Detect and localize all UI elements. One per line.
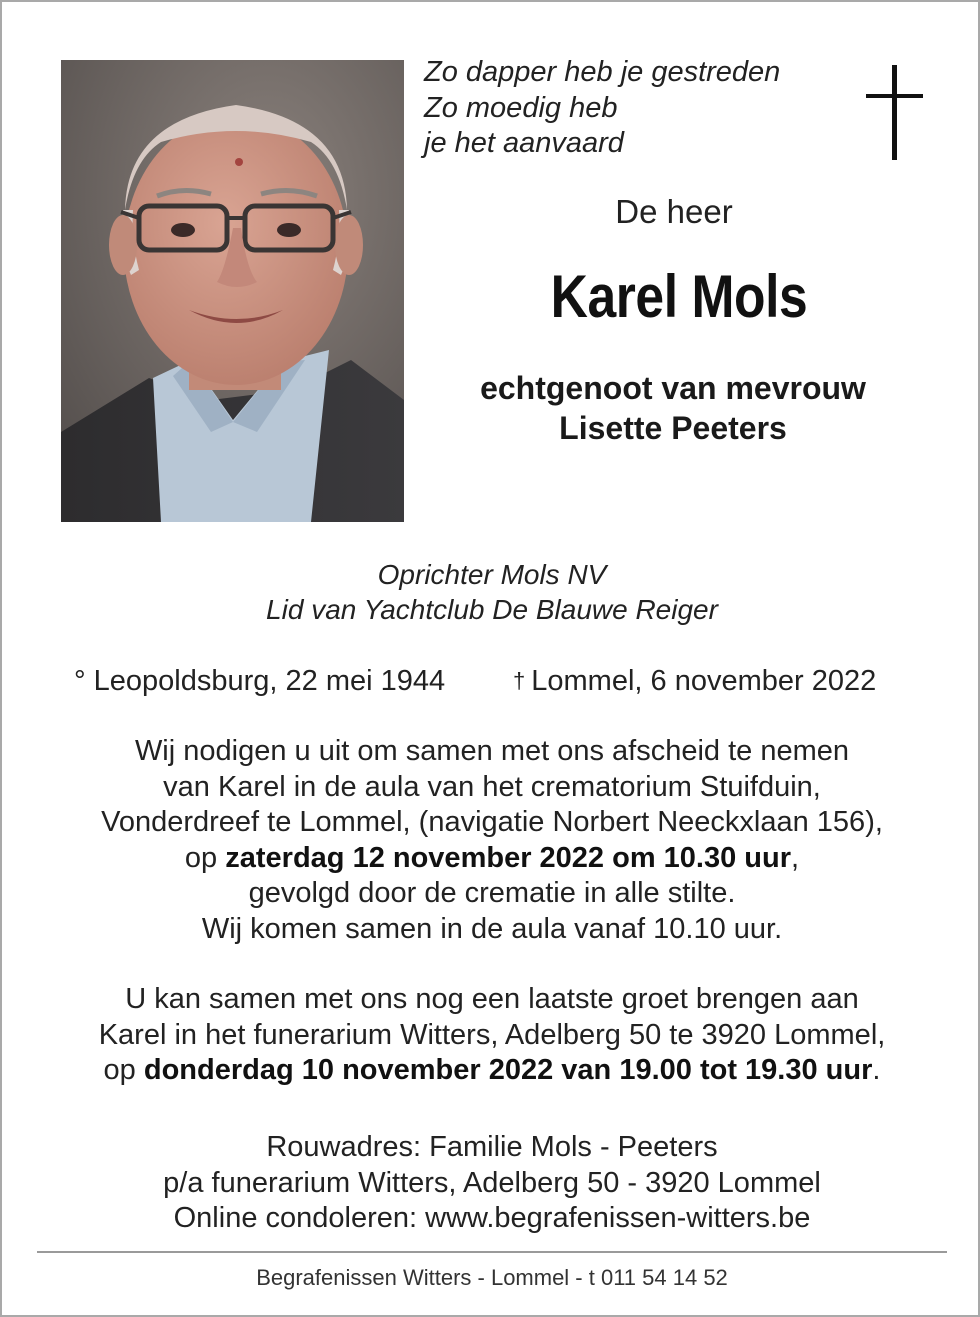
ceremony-date-prefix: op	[184, 841, 226, 874]
address-line: Rouwadres: Familie Mols - Peeters	[266, 1131, 718, 1163]
death-date	[513, 663, 876, 699]
portrait-photo	[61, 60, 404, 522]
visitation-line: Karel in het funerarium Witters, Adelberg 50 te 3920 Lommel,	[98, 1018, 886, 1051]
visitation-line	[2, 1053, 980, 1089]
role-line: Oprichter Mols NV	[377, 559, 607, 590]
visitation-date-prefix: op	[103, 1054, 144, 1086]
roles	[2, 557, 980, 627]
address-line: p/a funerarium Witters, Adelberg 50 - 3920 Lommel	[163, 1166, 821, 1199]
ceremony-date-suffix: ,	[791, 841, 800, 874]
spouse-name: Lisette Peeters	[559, 410, 787, 446]
ceremony-line: Wij nodigen u uit om samen met ons afscheid te nemen	[134, 735, 850, 767]
ceremony-datetime: zaterdag 12 november 2022 om 10.30 uur	[225, 841, 792, 874]
visitation-line: U kan samen met ons nog een laatste groet brengen aan	[125, 983, 859, 1015]
ceremony-line: Wij komen samen in de aula vanaf 10.10 uur.	[201, 912, 783, 945]
poem	[424, 55, 854, 162]
salutation: De heer	[615, 193, 733, 230]
birth-date: ° Leopoldsburg, 22 mei 1944	[74, 665, 446, 697]
role-line: Lid van Yachtclub De Blauwe Reiger	[266, 594, 718, 625]
address-block	[2, 1130, 980, 1237]
visitation-paragraph	[2, 982, 980, 1089]
poem-line: je het aanvaard	[424, 127, 624, 159]
dagger-icon: †	[513, 668, 526, 693]
deceased-name: Karel Mols	[550, 263, 808, 330]
ceremony-line	[2, 841, 980, 877]
footer-divider	[37, 1251, 947, 1253]
footer-text: Begrafenissen Witters - Lommel - t 011 54 14 52	[256, 1265, 728, 1290]
poem-line: Zo dapper heb je gestreden	[424, 56, 781, 88]
ceremony-line: gevolgd door de crematie in alle stilte.	[248, 877, 736, 909]
ceremony-line: Vonderdreef te Lommel, (navigatie Norbert Neeckxlaan 156),	[101, 806, 883, 838]
ceremony-line: van Karel in de aula van het crematorium Stuifduin,	[163, 770, 821, 803]
condolence-link: Online condoleren: www.begrafenissen-witters.be	[173, 1202, 811, 1234]
spouse-line: echtgenoot van mevrouw	[480, 370, 866, 406]
visitation-date-suffix: .	[872, 1054, 881, 1086]
portrait-image	[61, 60, 404, 522]
latin-cross-icon	[866, 65, 924, 161]
visitation-datetime: donderdag 10 november 2022 van 19.00 tot 19.30 uur	[143, 1054, 873, 1086]
death-date-text: Lommel, 6 november 2022	[531, 665, 877, 697]
life-dates	[2, 663, 980, 699]
ceremony-paragraph	[2, 734, 980, 947]
spouse-info	[433, 368, 913, 448]
poem-line: Zo moedig heb	[424, 91, 618, 124]
